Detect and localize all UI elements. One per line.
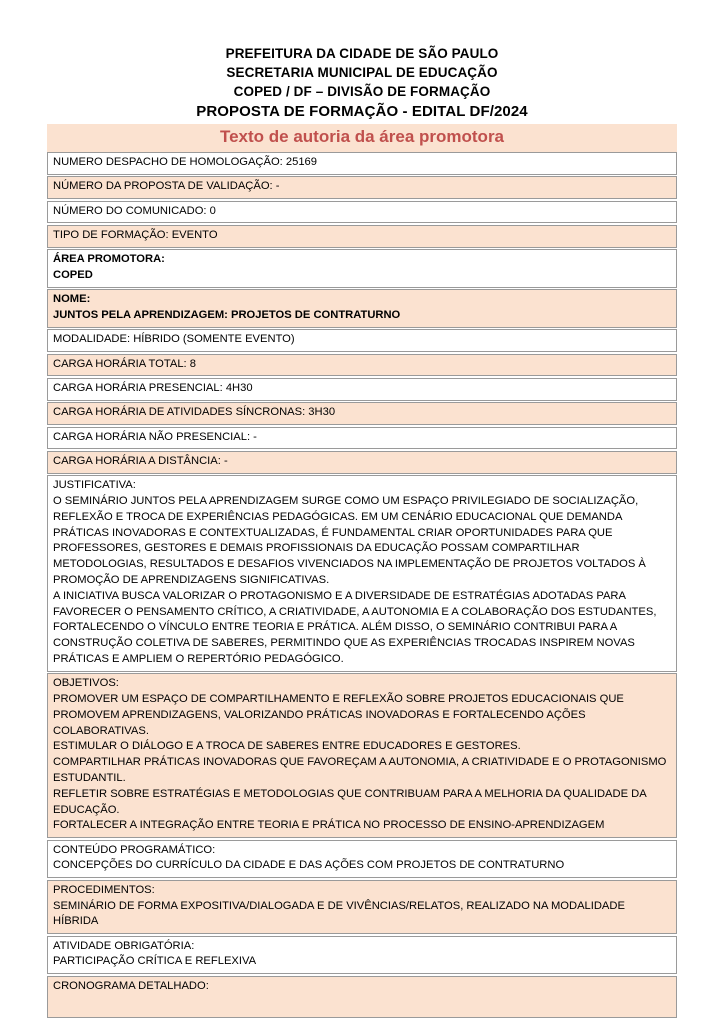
area-promotora-label: ÁREA PROMOTORA: [53,253,165,266]
carga-horaria-total-text: CARGA HORÁRIA TOTAL: 8 [53,357,196,370]
row-cronograma-detalhado [47,976,677,1018]
tipo-formacao-text: TIPO DE FORMAÇÃO: EVENTO [53,228,218,241]
carga-horaria-distancia-text: CARGA HORÁRIA A DISTÂNCIA: - [53,454,228,467]
row-carga-horaria-sincronas [47,402,677,425]
row-area-promotora [47,249,677,288]
numero-comunicado-text: NÚMERO DO COMUNICADO: 0 [53,204,216,217]
row-carga-horaria-nao-presencial [47,427,677,450]
objetivos-item: REFLETIR SOBRE ESTRATÉGIAS E METODOLOGIAS QUE CONTRIBUAM PARA A MELHORIA DA QUALIDADE DA EDUCAÇÃO. [53,787,647,816]
banner-texto-autoria: Texto de autoria da área promotora [47,124,677,152]
row-nome [47,289,677,328]
document-header [0,0,724,122]
page-title: PROPOSTA DE FORMAÇÃO - EDITAL DF/2024 [196,103,528,120]
row-conteudo-programatico [47,840,677,879]
atividade-obrigatoria-value: PARTICIPAÇÃO CRÍTICA E REFLEXIVA [53,955,257,968]
numero-proposta-validacao-text: NÚMERO DA PROPOSTA DE VALIDAÇÃO: - [53,180,280,193]
objetivos-item: ESTIMULAR O DIÁLOGO E A TROCA DE SABERES ENTRE EDUCADORES E GESTORES. [53,740,521,753]
objetivos-item: COMPARTILHAR PRÁTICAS INOVADORAS QUE FAVOREÇAM A AUTONOMIA, A CRIATIVIDADE E O PROTAGONISMO ESTUDANTIL. [53,756,667,784]
atividade-obrigatoria-label: ATIVIDADE OBRIGATÓRIA: [53,939,195,952]
carga-horaria-nao-presencial-text: CARGA HORÁRIA NÃO PRESENCIAL: - [53,430,257,443]
row-objetivos [47,673,677,838]
justificativa-paragraph-1: O SEMINÁRIO JUNTOS PELA APRENDIZAGEM SURGE COMO UM ESPAÇO PRIVILEGIADO DE SOCIALIZAÇÃO, REFLEXÃO E TROCA DE EXPERIÊNCIAS PEDAGÓGICAS. EM UM CENÁRIO EDUCACIONAL QUE DEMANDA PRÁTICAS INOVADORAS E CONTEXTUALIZADAS, É FUNDAMENTAL CRIAR OPORTUNIDADES PARA QUE PROFESSORES, GESTORES E DEMAIS PROFISSIONAIS DA EDUCAÇÃO POSSAM COMPARTILHAR METODOLOGIAS, RESULTADOS E DESAFIOS VIVENCIADOS NA IMPLEMENTAÇÃO DE PROJETOS VOLTADOS À PROMOÇÃO DE APRENDIZAGENS SIGNIFICATIVAS. [53,494,646,586]
row-procedimentos [47,880,677,934]
header-line-prefeitura: PREFEITURA DA CIDADE DE SÃO PAULO [225,46,499,61]
row-numero-comunicado [47,201,677,224]
objetivos-item: PROMOVER UM ESPAÇO DE COMPARTILHAMENTO E REFLEXÃO SOBRE PROJETOS EDUCACIONAIS QUE PROMOVEM APRENDIZAGENS, VALORIZANDO PRÁTICAS INOVADORAS E FORTALECENDO AÇÕES COLABORATIVAS. [53,693,624,737]
row-carga-horaria-total [47,354,677,377]
row-justificativa [47,475,677,672]
numero-despacho-text: NUMERO DESPACHO DE HOMOLOGAÇÃO: 25169 [53,156,318,168]
objetivos-label: OBJETIVOS: [53,677,119,690]
header-line-coped: COPED / DF – DIVISÃO DE FORMAÇÃO [233,84,491,99]
row-modalidade [47,329,677,352]
nome-value: JUNTOS PELA APRENDIZAGEM: PROJETOS DE CONTRATURNO [53,309,401,322]
row-carga-horaria-presencial [47,378,677,401]
row-numero-despacho [47,152,677,175]
row-numero-proposta-validacao [47,176,677,199]
carga-horaria-presencial-text: CARGA HORÁRIA PRESENCIAL: 4H30 [53,381,253,394]
justificativa-label: JUSTIFICATIVA: [53,479,136,492]
area-promotora-value: COPED [53,268,93,281]
modalidade-text: MODALIDADE: HÍBRIDO (SOMENTE EVENTO) [53,333,295,346]
row-tipo-formacao [47,225,677,248]
justificativa-paragraph-2: A INICIATIVA BUSCA VALORIZAR O PROTAGONISMO E A DIVERSIDADE DE ESTRATÉGIAS ADOTADAS PARA FAVORECER O PENSAMENTO CRÍTICO, A CRIATIVIDADE, A AUTONOMIA E A COLABORAÇÃO DOS ESTUDANTES, FORTALECENDO O VÍNCULO ENTRE TEORIA E PRÁTICA. ALÉM DISSO, O SEMINÁRIO CONTRIBUI PARA A CONSTRUÇÃO COLETIVA DE SABERES, PERMITINDO QUE AS EXPERIÊNCIAS TROCADAS INSPIREM NOVAS PRÁTICAS E AMPLIEM O REPERTÓRIO PEDAGÓGICO. [53,589,657,665]
carga-horaria-sincronas-text: CARGA HORÁRIA DE ATIVIDADES SÍNCRONAS: 3H30 [53,406,336,419]
conteudo-programatico-value: CONCEPÇÕES DO CURRÍCULO DA CIDADE E DAS AÇÕES COM PROJETOS DE CONTRATURNO [53,859,565,872]
proposal-table [47,122,677,1018]
objetivos-item: FORTALECER A INTEGRAÇÃO ENTRE TEORIA E PRÁTICA NO PROCESSO DE ENSINO-APRENDIZAGEM [53,819,605,832]
conteudo-programatico-label: CONTEÚDO PROGRAMÁTICO: [53,843,216,856]
cronograma-detalhado-label: CRONOGRAMA DETALHADO: [53,979,209,992]
header-line-secretaria: SECRETARIA MUNICIPAL DE EDUCAÇÃO [226,65,498,80]
procedimentos-value: SEMINÁRIO DE FORMA EXPOSITIVA/DIALOGADA E DE VIVÊNCIAS/RELATOS, REALIZADO NA MODALIDADE HÍBRIDA [53,899,625,928]
row-carga-horaria-distancia [47,451,677,474]
row-atividade-obrigatoria [47,936,677,975]
nome-label: NOME: [53,293,91,306]
procedimentos-label: PROCEDIMENTOS: [53,883,155,896]
